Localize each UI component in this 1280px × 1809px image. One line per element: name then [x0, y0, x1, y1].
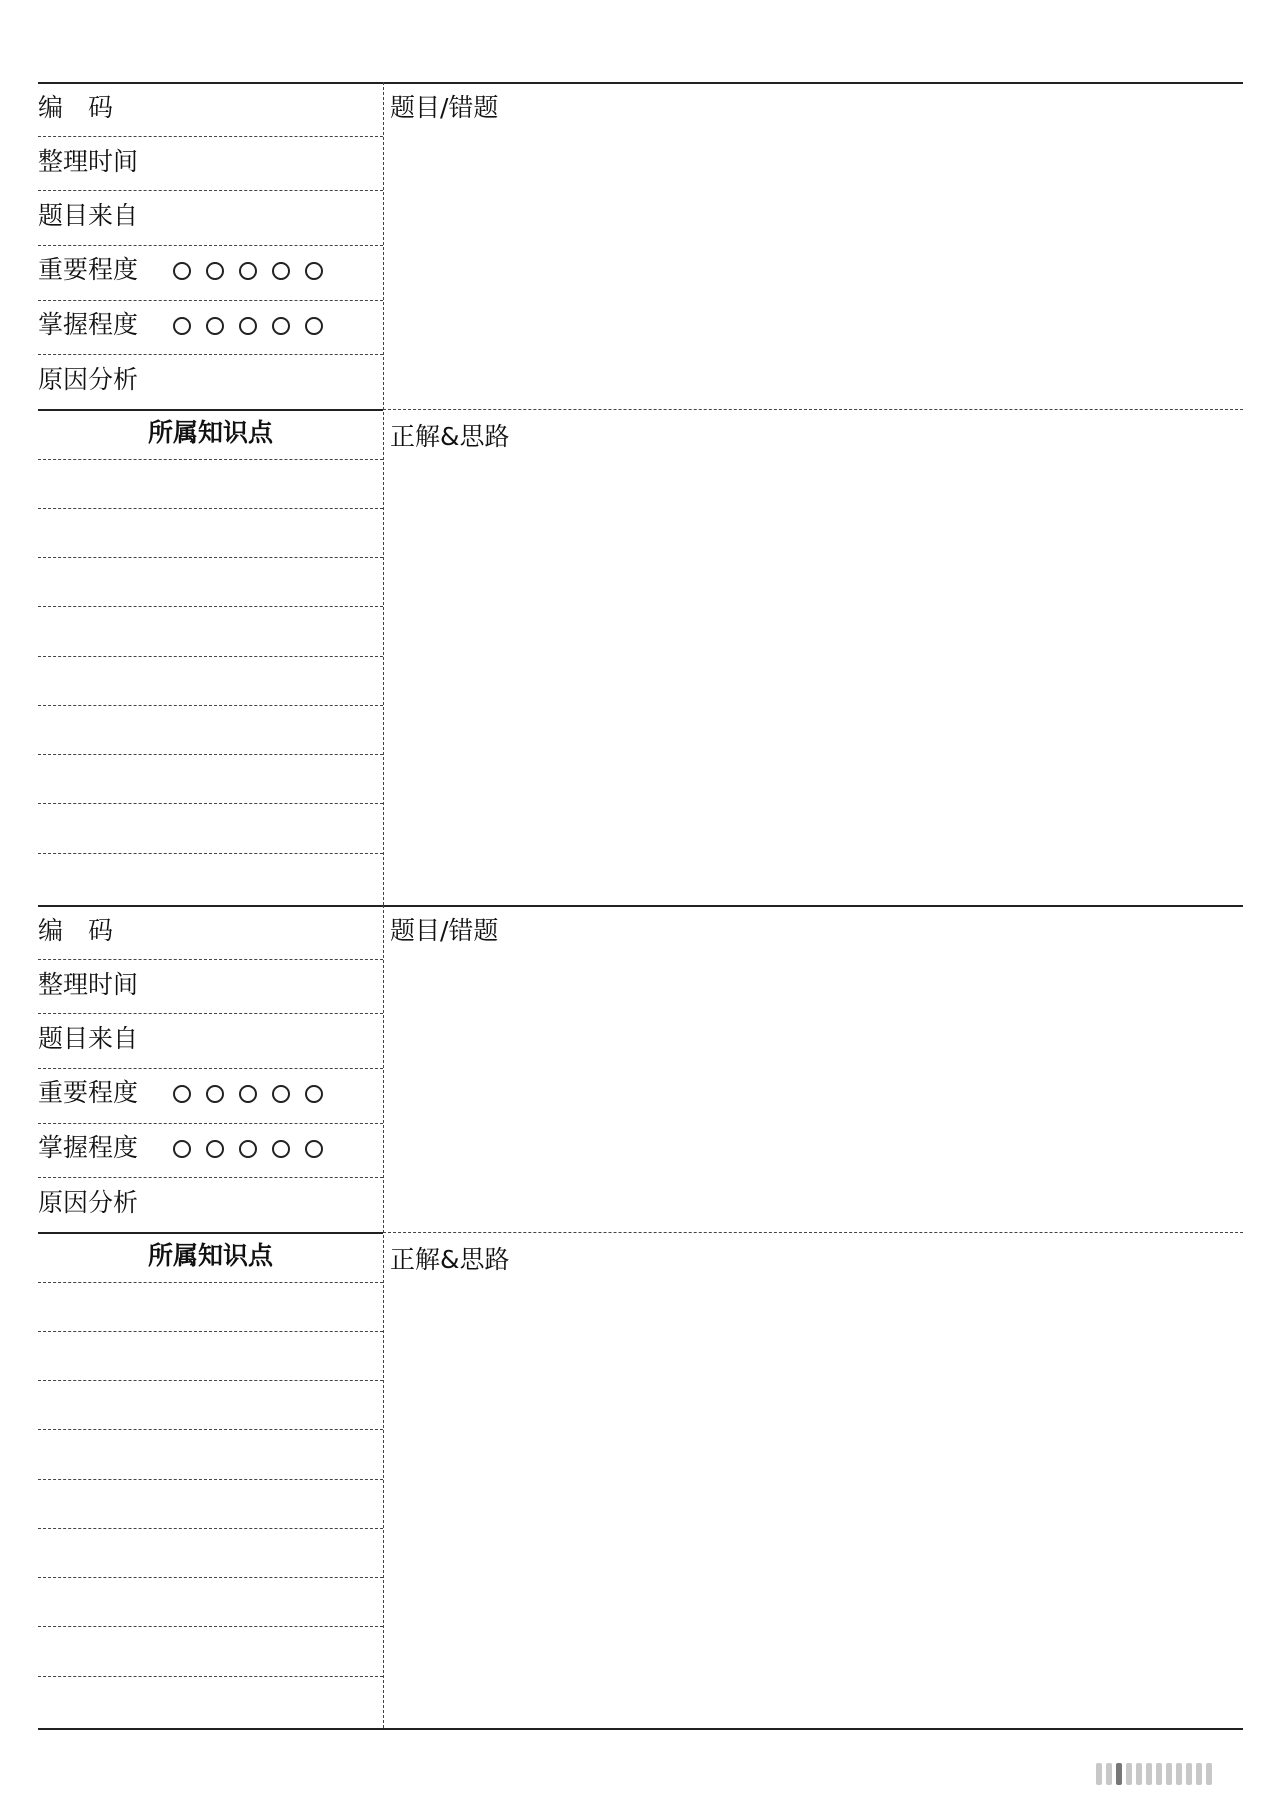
source-label: 题目来自: [38, 201, 139, 230]
knowledge-line: [38, 656, 383, 657]
question-label: 题目/错题: [390, 916, 499, 945]
rating-circle[interactable]: [206, 1140, 224, 1158]
knowledge-points-header: 所属知识点: [147, 418, 273, 447]
question-solution-divider: [383, 1232, 1243, 1233]
bottom-border: [38, 1728, 1243, 1730]
mastery-label: 掌握程度: [38, 310, 139, 339]
column-divider: [383, 905, 384, 1728]
rating-circle[interactable]: [305, 317, 323, 335]
divider: [38, 136, 383, 137]
cause-label: 原因分析: [38, 365, 139, 394]
rating-circle[interactable]: [239, 1140, 257, 1158]
rating-circle[interactable]: [272, 262, 290, 280]
knowledge-line: [38, 1626, 383, 1627]
knowledge-line: [38, 1429, 383, 1430]
rating-circle[interactable]: [206, 1085, 224, 1103]
knowledge-line: [38, 1676, 383, 1677]
importance-label: 重要程度: [38, 255, 139, 284]
rating-circle[interactable]: [305, 262, 323, 280]
rating-circle[interactable]: [173, 1085, 191, 1103]
mastery-rating: [173, 1140, 323, 1158]
question-solution-divider: [383, 409, 1243, 410]
divider: [38, 245, 383, 246]
divider: [38, 1123, 383, 1124]
divider: [38, 1013, 383, 1014]
cause-label: 原因分析: [38, 1188, 139, 1217]
rating-circle[interactable]: [272, 1140, 290, 1158]
knowledge-line: [38, 754, 383, 755]
divider: [38, 300, 383, 301]
knowledge-line: [38, 1331, 383, 1332]
rating-circle[interactable]: [239, 1085, 257, 1103]
knowledge-line: [38, 1577, 383, 1578]
knowledge-line: [38, 1380, 383, 1381]
source-label: 题目来自: [38, 1024, 139, 1053]
error-notebook-sheet: [38, 82, 1243, 905]
rating-circle[interactable]: [272, 317, 290, 335]
rating-circle[interactable]: [206, 317, 224, 335]
rating-circle[interactable]: [305, 1085, 323, 1103]
question-label: 题目/错题: [390, 93, 499, 122]
rating-circle[interactable]: [239, 317, 257, 335]
knowledge-line: [38, 1479, 383, 1480]
divider: [38, 959, 383, 960]
rating-circle[interactable]: [173, 262, 191, 280]
knowledge-line: [38, 606, 383, 607]
solution-label: 正解&思路: [390, 1245, 510, 1274]
rating-circle[interactable]: [206, 262, 224, 280]
divider: [38, 1177, 383, 1178]
mastery-rating: [173, 317, 323, 335]
mastery-label: 掌握程度: [38, 1133, 139, 1162]
knowledge-line: [38, 459, 383, 460]
knowledge-line: [38, 1528, 383, 1529]
importance-rating: [173, 262, 323, 280]
solution-label: 正解&思路: [390, 422, 510, 451]
divider: [38, 354, 383, 355]
date-label: 整理时间: [38, 147, 139, 176]
rating-circle[interactable]: [173, 317, 191, 335]
rating-circle[interactable]: [173, 1140, 191, 1158]
rating-circle[interactable]: [239, 262, 257, 280]
rating-circle[interactable]: [305, 1140, 323, 1158]
knowledge-line: [38, 853, 383, 854]
divider: [38, 190, 383, 191]
date-label: 整理时间: [38, 970, 139, 999]
error-notebook-sheet: [38, 905, 1243, 1728]
knowledge-points-header: 所属知识点: [147, 1241, 273, 1270]
knowledge-line: [38, 803, 383, 804]
column-divider: [383, 82, 384, 905]
importance-rating: [173, 1085, 323, 1103]
top-border: [38, 905, 1243, 907]
knowledge-line: [38, 1282, 383, 1283]
divider: [38, 1068, 383, 1069]
top-border: [38, 82, 1243, 84]
knowledge-line: [38, 705, 383, 706]
watermark-icon: [1096, 1763, 1212, 1785]
code-label: 编 码: [38, 93, 114, 122]
knowledge-line: [38, 557, 383, 558]
code-label: 编 码: [38, 916, 114, 945]
knowledge-line: [38, 508, 383, 509]
section-divider: [38, 1232, 383, 1234]
rating-circle[interactable]: [272, 1085, 290, 1103]
importance-label: 重要程度: [38, 1078, 139, 1107]
section-divider: [38, 409, 383, 411]
